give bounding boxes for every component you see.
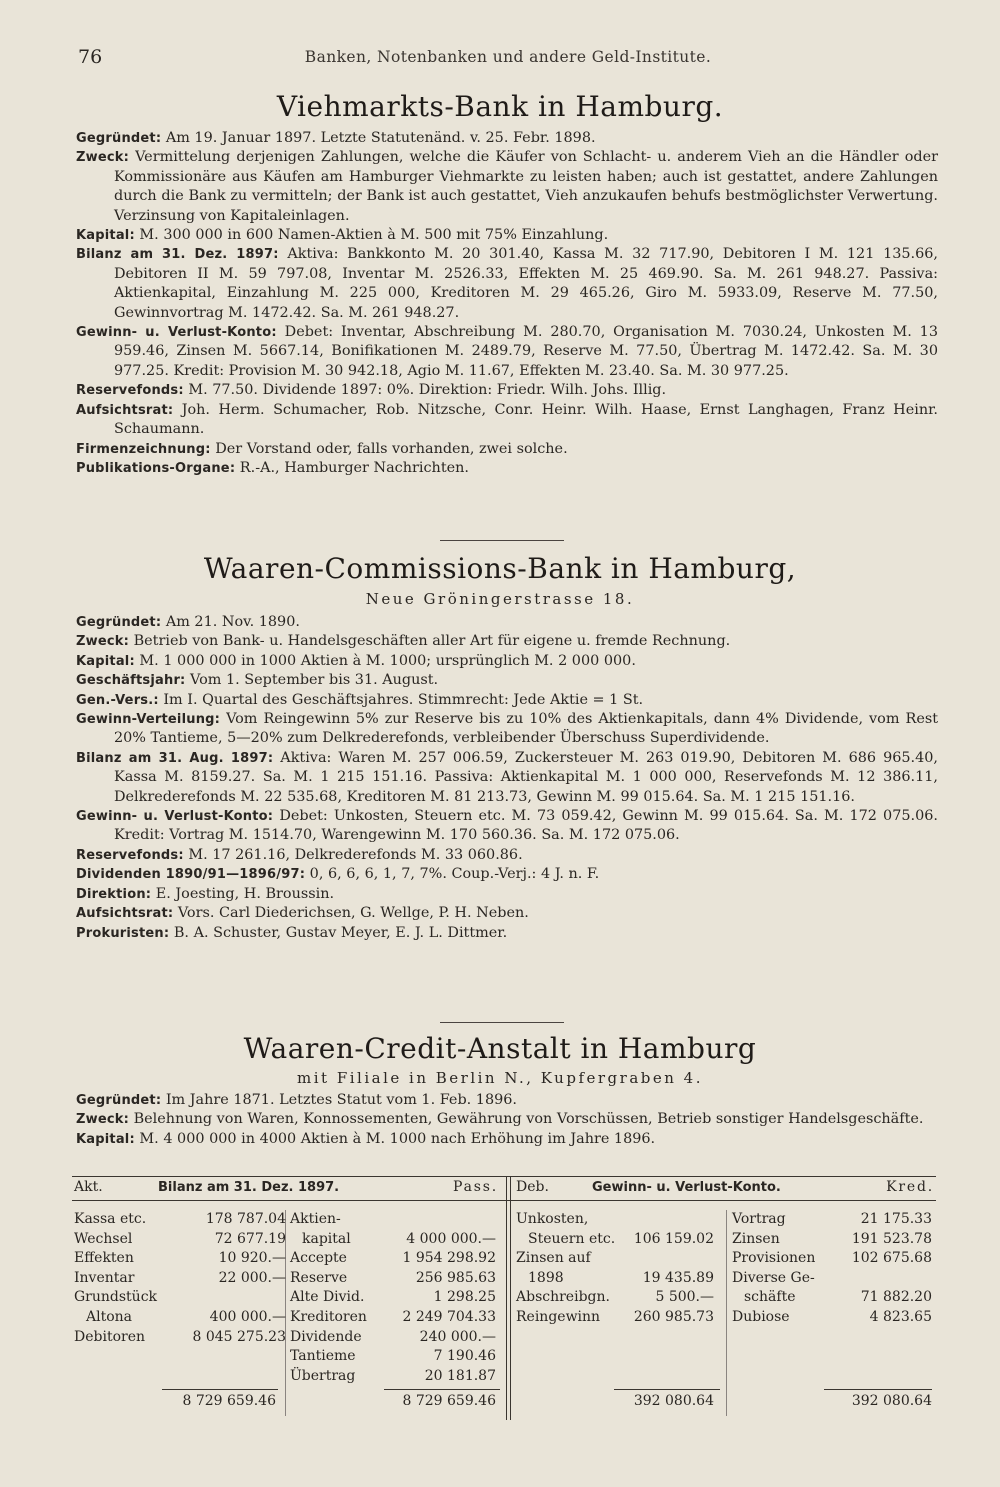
entry-gewinn-verlust (76, 807, 938, 846)
bilanz-aktiva-row-label: Altona (86, 1309, 133, 1325)
section-subtitle-filiale: mit Filiale in Berlin N., Kupfergraben 4. (297, 1069, 703, 1087)
column-divider (726, 1210, 727, 1416)
section-divider (440, 540, 564, 541)
bilanz-aktiva-row-label: Wechsel (74, 1230, 133, 1247)
entry-text: B. A. Schuster, Gustav Meyer, E. J. L. Dittmer. (169, 924, 508, 941)
bilanz-passiva-row-amount: 1 298.25 (433, 1289, 496, 1306)
entry-label: Kapital: (76, 1131, 135, 1147)
guv-kred-label: Kred. (886, 1179, 934, 1195)
bilanz-passiva-row-amount: 20 181.87 (424, 1367, 496, 1384)
entry-text: E. Joesting, H. Broussin. (151, 885, 335, 902)
guv-debet-sum: 392 080.64 (633, 1393, 714, 1409)
bilanz-passiva-row-amount: 4 000 000.— (406, 1230, 496, 1247)
entry-aufsichtsrat (76, 904, 938, 923)
entry-text: M. 1 000 000 in 1000 Aktien à M. 1000; ursprünglich M. 2 000 000. (134, 652, 636, 669)
guv-debet-row-label: 1898 (528, 1269, 564, 1286)
entry-text: M. 77.50. Dividende 1897: 0%. Direktion: Friedr. Wilh. Johs. Illig. (183, 382, 667, 399)
bilanz-passiva-row-label: Reserve (290, 1269, 348, 1286)
entry-text: Der Vorstand oder, falls vorhanden, zwei solche. (210, 440, 568, 457)
entry-label: Reservefonds: (76, 847, 184, 863)
bilanz-aktiva-row-label: Effekten (74, 1250, 134, 1267)
entry-text: Am 19. Januar 1897. Letzte Statutenänd. v. 25. Febr. 1898. (161, 130, 596, 146)
table-top-rule (72, 1176, 936, 1177)
bilanz-passiva-row-label: Aktien- (290, 1211, 341, 1227)
entry-text: Vors. Carl Diederichsen, G. Wellge, P. H. Neben. (173, 905, 529, 922)
bilanz-aktiva-sum: 8 729 659.46 (182, 1393, 276, 1409)
guv-kredit-row-amount: 4 823.65 (869, 1309, 932, 1325)
bilanz-aktiva-row-amount: 22 000.— (218, 1269, 286, 1286)
section-title-waaren-commissions-bank: Waaren-Commissions-Bank in Hamburg, (203, 552, 797, 585)
entry-text: Betrieb von Bank- u. Handelsgeschäften aller Art für eigene u. fremde Rechnung. (129, 633, 731, 650)
entry-label: Bilanz am 31. Dez. 1897: (76, 247, 279, 263)
bilanz-passiva-row-label: Kreditoren (290, 1309, 367, 1325)
entry-kapital (76, 226, 938, 245)
guv-kredit-row-label: Dubiose (732, 1309, 790, 1325)
entry-direktion (76, 885, 938, 904)
guv-debet-row-label: Unkosten, (516, 1211, 589, 1227)
bilanz-title-text: Bilanz am 31. Dez. 1897. (158, 1180, 340, 1195)
bilanz-passiva-row-label: kapital (302, 1230, 351, 1247)
bilanz-aktiva-row-label: Debitoren (74, 1328, 145, 1345)
entry-firmenzeichnung (76, 440, 938, 459)
table-center-divider (510, 1176, 511, 1420)
guv-debet-row-label: Steuern etc. (528, 1230, 616, 1247)
bilanz-aktiva-row-label: Inventar (74, 1269, 135, 1286)
bilanz-passiva-row-label: Accepte (290, 1250, 347, 1267)
entry-label: Bilanz am 31. Aug. 1897: (76, 750, 274, 766)
bilanz-passiva-row-label: Tantieme (290, 1348, 356, 1365)
entry-reservefonds (76, 381, 938, 400)
entry-text: Im Jahre 1871. Letztes Statut vom 1. Feb. 1896. (161, 1092, 518, 1108)
entry-bilanz (76, 749, 938, 807)
entry-text: 0, 6, 6, 6, 1, 7, 7%. Coup.-Verj.: 4 J. n. F. (305, 866, 600, 883)
entry-label: Direktion: (76, 886, 152, 902)
entry-label: Gewinn- u. Verlust-Konto: (76, 809, 274, 825)
entry-text: M. 4 000 000 in 4000 Aktien à M. 1000 nach Erhöhung im Jahre 1896. (134, 1130, 656, 1147)
entry-label: Gegründet: (76, 1093, 162, 1108)
bilanz-aktiva-row-amount: 10 920.— (218, 1250, 286, 1267)
entry-label: Zweck: (76, 150, 130, 166)
entry-gegruendet (76, 1091, 938, 1110)
entry-label: Publikations-Organe: (76, 460, 236, 476)
guv-debet-row-amount: 5 500.— (655, 1289, 714, 1306)
entry-kapital (76, 652, 938, 671)
page-header (78, 46, 938, 74)
section-title-waaren-credit-anstalt: Waaren-Credit-Anstalt in Hamburg (243, 1032, 757, 1065)
guv-kredit-row-amount: 102 675.68 (851, 1250, 932, 1267)
entry-label: Firmenzeichnung: (76, 441, 211, 457)
bilanz-aktiva-row-amount: 72 677.19 (214, 1230, 286, 1247)
entry-text: Debet: Inventar, Abschreibung M. 280.70, Organisation M. 7030.24, Unkosten M. 13 959.46, Zinsen M. 5667.14, Bonifikationen M. 2489.79, Reserve M. 77.50, Übertrag M. 1472.42. Sa. M. 30 977.25. Kredit: Provision M. 30 942.18, Agio M. 11.67, Effekten M. 23.40. Sa. M. 30 977.25. (114, 324, 938, 379)
section-body-viehmarkts-bank (76, 129, 938, 478)
entry-label: Gen.-Vers.: (76, 692, 159, 708)
entry-zweck (76, 1110, 938, 1129)
guv-kredit-row-label: schäfte (744, 1289, 796, 1306)
section-title-viehmarkts-bank: Viehmarkts-Bank in Hamburg. (276, 90, 724, 123)
bilanz-passiva-row-amount: 7 190.46 (433, 1348, 496, 1365)
entry-label: Gewinn- u. Verlust-Konto: (76, 325, 277, 341)
balance-tables (72, 1176, 936, 1420)
entry-gen-vers (76, 691, 938, 710)
guv-debet-row-label: Reingewinn (516, 1309, 601, 1325)
entry-label: Prokuristen: (76, 925, 170, 941)
bilanz-passiva-row-label: Alte Divid. (290, 1289, 365, 1306)
entry-gewinn-verlust (76, 323, 938, 381)
section-divider (440, 1022, 564, 1023)
entry-zweck (76, 632, 938, 651)
bilanz-passiva-row-amount: 240 000.— (419, 1328, 496, 1345)
bilanz-pass-label: Pass. (453, 1179, 498, 1195)
entry-text: Joh. Herm. Schumacher, Rob. Nitzsche, Conr. Heinr. Wilh. Haase, Ernst Langhagen, Franz Heinr. Schaumann. (114, 401, 938, 438)
guv-debet-row-amount: 106 159.02 (633, 1230, 714, 1247)
entry-gegruendet (76, 129, 938, 148)
entry-label: Kapital: (76, 653, 135, 669)
entry-label: Aufsichtsrat: (76, 906, 174, 922)
entry-kapital (76, 1130, 938, 1149)
bilanz-akt-label: Akt. (74, 1179, 103, 1195)
entry-reservefonds (76, 846, 938, 865)
bilanz-passiva-row-amount: 1 954 298.92 (402, 1250, 496, 1267)
table-center-divider (506, 1176, 507, 1420)
entry-text: Im I. Quartal des Geschäftsjahres. Stimmrecht: Jede Aktie = 1 St. (158, 691, 644, 708)
entry-text: Vom 1. September bis 31. August. (185, 672, 439, 689)
section-subtitle-address: Neue Gröningerstrasse 18. (365, 590, 635, 608)
entry-label: Zweck: (76, 1112, 130, 1128)
bilanz-aktiva-row-label: Grundstück (74, 1289, 158, 1306)
bilanz-aktiva-row-amount: 8 045 275.23 (192, 1328, 286, 1345)
entry-bilanz (76, 245, 938, 323)
sum-rule (824, 1389, 932, 1390)
entry-dividenden (76, 865, 938, 884)
bilanz-passiva-sum: 8 729 659.46 (402, 1393, 496, 1409)
entry-label: Gegründet: (76, 131, 162, 146)
entry-text: Vermittelung derjenigen Zahlungen, welche die Käufer von Schlacht- u. anderem Vieh an die Händler oder Kommissionäre aus Käufen am Hamburger Viehmarkte zu leisten haben; auch ist gestattet, andere Zahlungen durch die Bank zu vermitteln; der Bank ist auch gestattet, Vieh anzukaufen behufs bestmöglichster Verwertung. Verzinsung von Kapitaleinlagen. (114, 149, 938, 224)
sum-rule (614, 1389, 720, 1390)
guv-title-text: Gewinn- u. Verlust-Konto. (592, 1180, 781, 1195)
entry-label: Zweck: (76, 634, 130, 650)
bilanz-passiva-row-label: Dividende (290, 1328, 362, 1345)
entry-gewinn-verteilung (76, 710, 938, 749)
guv-debet-row-label: Zinsen auf (516, 1250, 591, 1267)
bilanz-aktiva-row-label: Kassa etc. (74, 1211, 147, 1227)
entry-text: M. 17 261.16, Delkrederefonds M. 33 060.86. (183, 846, 523, 863)
entry-text: M. 300 000 in 600 Namen-Aktien à M. 500 mit 75% Einzahlung. (134, 227, 609, 244)
section-body-waaren-credit-anstalt (76, 1091, 938, 1149)
entry-text: Debet: Unkosten, Steuern etc. M. 73 059.42, Gewinn M. 99 015.64. Sa. M. 172 075.06. Kredit: Vortrag M. 1514.70, Warengewinn M. 170 560.36. Sa. M. 172 075.06. (114, 808, 938, 844)
guv-kredit-row-label: Zinsen (732, 1230, 780, 1247)
guv-kredit-row-label: Provisionen (732, 1250, 816, 1267)
guv-title (592, 1178, 781, 1198)
guv-kredit-sum: 392 080.64 (851, 1393, 932, 1409)
guv-deb-label: Deb. (516, 1179, 549, 1195)
bilanz-passiva-row-label: Übertrag (290, 1367, 356, 1384)
entry-publikations-organe (76, 459, 938, 478)
guv-debet-row-amount: 19 435.89 (642, 1269, 714, 1286)
running-title: Banken, Notenbanken und andere Geld-Institute. (304, 48, 712, 66)
entry-text: Belehnung von Waren, Konnossementen, Gewährung von Vorschüssen, Betrieb sonstiger Handelsgeschäfte. (129, 1111, 924, 1128)
section-body-waaren-commissions-bank (76, 613, 938, 943)
entry-geschaeftsjahr (76, 671, 938, 690)
entry-text: R.-A., Hamburger Nachrichten. (235, 459, 469, 476)
entry-aufsichtsrat (76, 401, 938, 440)
guv-kredit-row-label: Vortrag (732, 1211, 786, 1227)
bilanz-passiva-row-amount: 2 249 704.33 (402, 1309, 496, 1325)
bilanz-title (158, 1178, 339, 1198)
sum-rule (162, 1389, 278, 1390)
page-number: 76 (78, 46, 103, 68)
guv-kredit-row-amount: 71 882.20 (860, 1289, 932, 1306)
entry-text: Aktiva: Waren M. 257 006.59, Zuckersteuer M. 263 019.90, Debitoren M. 686 965.40, Kassa M. 8159.27. Sa. M. 1 215 151.16. Passiva: Aktienkapital M. 1 000 000, Reservefonds M. 12 386.11, Delkrederefonds M. 22 535.68, Kreditoren M. 81 213.73, Gewinn M. 99 015.64. Sa. M. 1 215 151.16. (114, 749, 939, 805)
guv-kredit-row-amount: 191 523.78 (851, 1230, 932, 1247)
guv-debet-row-label: Abschreibgn. (516, 1289, 610, 1306)
guv-debet-row-amount: 260 985.73 (633, 1309, 714, 1325)
bilanz-aktiva-row-amount: 400 000.— (209, 1309, 286, 1325)
guv-kredit-row-amount: 21 175.33 (860, 1211, 932, 1227)
entry-label: Geschäftsjahr: (76, 673, 186, 689)
entry-zweck (76, 148, 938, 226)
guv-kredit-row-label: Diverse Ge- (732, 1269, 815, 1286)
entry-label: Dividenden 1890/91—1896/97: (76, 867, 306, 883)
entry-label: Gegründet: (76, 615, 162, 630)
entry-gegruendet (76, 613, 938, 632)
table-header-rule (72, 1200, 936, 1201)
sum-rule (384, 1389, 500, 1390)
entry-label: Reservefonds: (76, 383, 184, 399)
entry-text: Vom Reingewinn 5% zur Reserve bis zu 10% des Aktienkapitals, dann 4% Dividende, vom Rest 20% Tantieme, 5—20% zum Delkrederefonds, verbleibender Überschuss Superdividende. (114, 711, 938, 747)
entry-label: Aufsichtsrat: (76, 402, 174, 418)
entry-text: Aktiva: Bankkonto M. 20 301.40, Kassa M. 32 717.90, Debitoren I M. 121 135.66, Debitoren II M. 59 797.08, Inventar M. 2526.33, Effekten M. 25 469.90. Sa. M. 261 948.27. Passiva: Aktienkapital, Einzahlung M. 225 000, Kreditoren M. 29 465.26, Giro M. 5933.09, Reserve M. 77.50, Gewinnvortrag M. 1472.42. Sa. M. 261 948.27. (114, 246, 938, 321)
entry-text: Am 21. Nov. 1890. (161, 614, 300, 630)
entry-label: Kapital: (76, 228, 135, 244)
bilanz-passiva-row-amount: 256 985.63 (415, 1269, 496, 1286)
bilanz-aktiva-row-amount: 178 787.04 (205, 1211, 286, 1227)
entry-label: Gewinn-Verteilung: (76, 712, 221, 728)
entry-prokuristen (76, 924, 938, 943)
